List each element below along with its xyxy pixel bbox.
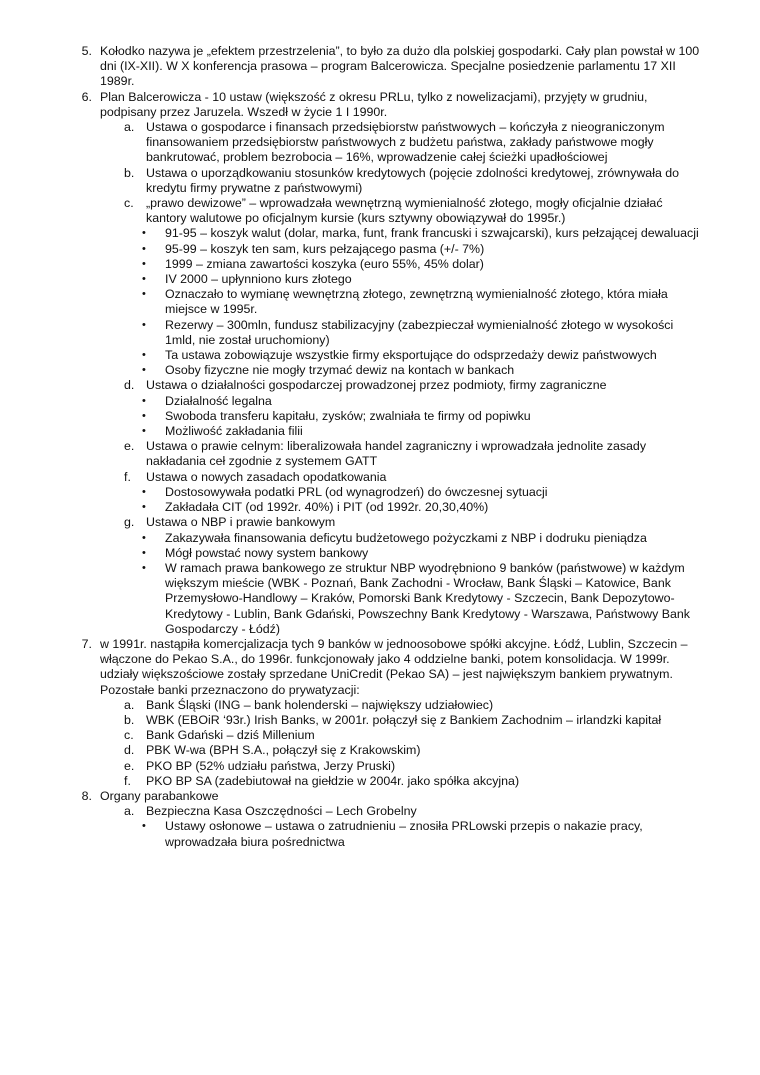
list-marker: e. [124, 758, 135, 773]
list-item-7f [124, 774, 700, 789]
list-marker: c. [124, 728, 134, 743]
list-marker: f. [124, 469, 131, 484]
list-item-8a [124, 804, 700, 819]
list-marker: d. [124, 743, 135, 758]
bullet-text: Dostosowywała podatki PRL (od wynagrodzeń) do ówczesnej sytuacji [165, 484, 548, 499]
list-item-text: Ustawa o NBP i prawie bankowym [146, 515, 336, 530]
bullet-text: 1999 – zmiana zawartości koszyka (euro 55%, 45% dolar) [165, 256, 484, 271]
bullet-marker: • [142, 364, 146, 377]
list-item-text: Bank Śląski (ING – bank holenderski – największy udziałowiec) [146, 697, 494, 712]
list-item-6 [81, 89, 700, 120]
list-item-6e [124, 439, 700, 469]
list-item-6d [124, 378, 700, 393]
bullet-marker: • [142, 318, 146, 331]
list-marker: d. [124, 378, 135, 393]
bullet-text: W ramach prawa bankowego ze struktur NBP wyodrębniono 9 banków (państwowe) w każdym większym mieście (WBK - Poznań, Bank Zachodni - Wrocław, Bank Śląski – Katowice, Bank Przemysłowo-Handlowy – Kraków, Pomorski Bank Kredytowy - Szczecin, Bank Depozytowo-Kredytowy - Lublin, Bank Gdański, Powszechny Bank Kredytowy - Warszawa, Państwowy Bank Gospodarczy - Łódź) [165, 560, 690, 636]
bullet-item [142, 257, 700, 272]
bullet-marker: • [142, 501, 146, 514]
bullet-text: IV 2000 – upłynniono kurs złotego [165, 272, 352, 287]
list-marker: g. [124, 515, 135, 530]
list-marker: f. [124, 773, 131, 788]
list-item-text: Ustawa o gospodarce i finansach przedsiębiorstw państwowych – kończyła z nieograniczonym finansowaniem przedsiębiorstw państwowych z budżetu państwa, zakłady państwowe mogły bankrutować, problem bezrobocia – 16%, wprowadzenie całej ścieżki upadłościowej [146, 120, 665, 165]
list-item-7b [124, 713, 700, 728]
bullet-marker: • [142, 531, 146, 544]
bullet-item [142, 348, 700, 363]
list-item-7a [124, 698, 700, 713]
bullet-marker: • [142, 242, 146, 255]
bullet-item [142, 561, 700, 637]
bullet-text: Mógł powstać nowy system bankowy [165, 545, 369, 560]
bullet-item [142, 409, 700, 424]
list-marker: b. [124, 165, 135, 180]
list-marker: a. [124, 697, 135, 712]
bullet-text: Zakładała CIT (od 1992r. 40%) i PIT (od 1992r. 20,30,40%) [165, 500, 489, 515]
bullet-item [142, 394, 700, 409]
list-item-text: Ustawa o działalności gospodarczej prowadzonej przez podmioty, firmy zagraniczne [146, 378, 607, 393]
bullet-item [142, 424, 700, 439]
bullet-item [142, 363, 700, 378]
list-marker: 5. [81, 44, 92, 58]
bullet-item [142, 485, 700, 500]
bullet-marker: • [142, 227, 146, 240]
list-item-7d [124, 743, 700, 758]
list-item-text: Organy parabankowe [100, 788, 219, 803]
bullet-text: Oznaczało to wymianę wewnętrzną złotego, zewnętrzną wymienialność złotego, która miała miejsce w 1995r. [165, 287, 668, 317]
list-item-6f [124, 470, 700, 485]
list-marker: c. [124, 196, 134, 211]
list-item-text: Plan Balcerowicza - 10 ustaw (większość z okresu PRLu, tylko z nowelizacjami), przyjęty w grudniu, podpisany przez Jaruzela. Wszedł w życie 1 I 1990r. [100, 89, 648, 119]
list-item-6a [124, 120, 700, 166]
list-marker: b. [124, 712, 135, 727]
bullet-text: Ta ustawa zobowiązuje wszystkie firmy eksportujące do odsprzedaży dewiz państwowych [165, 348, 657, 363]
list-marker: 8. [81, 788, 92, 803]
bullet-text: Swoboda transferu kapitału, zysków; zwalniała te firmy od popiwku [165, 408, 531, 423]
bullet-item [142, 546, 700, 561]
bullet-item [142, 819, 700, 849]
bullet-marker: • [142, 425, 146, 438]
bullet-marker: • [142, 349, 146, 362]
bullet-marker: • [142, 409, 146, 422]
list-item-text: PKO BP (52% udziału państwa, Jerzy Pruski) [146, 758, 396, 773]
bullet-text: Możliwość zakładania filii [165, 424, 303, 439]
list-item-text: w 1991r. nastąpiła komercjalizacja tych 9 banków w jednoosobowe spółki akcyjne. Łódź, Lublin, Szczecin – włączone do Pekao S.A., do 1996r. funkcjonowały jako 4 oddzielne banki, potem konsolidacja. W 1999r. udziały większościowe zostały sprzedane UniCredit (Pekao SA) – jest największym bankiem prywatnym. Pozostałe banki przeznaczono do prywatyzacji: [100, 636, 688, 697]
bullet-text: Rezerwy – 300mln, fundusz stabilizacyjny (zabezpieczał wymienialność złotego w wysokości 1mld, nie został uruchomiony) [165, 317, 674, 347]
bullet-item [142, 226, 700, 241]
list-item-text: Bezpieczna Kasa Oszczędności – Lech Grobelny [146, 804, 417, 819]
bullet-item [142, 318, 700, 348]
list-item-7 [81, 636, 700, 698]
bullet-marker: • [142, 485, 146, 498]
list-marker: 7. [81, 636, 92, 651]
list-marker: 6. [81, 89, 92, 104]
bullet-item [142, 500, 700, 515]
bullet-item [142, 531, 700, 546]
list-item-6g [124, 515, 700, 530]
list-item-text: Ustawa o nowych zasadach opodatkowania [146, 469, 387, 484]
list-marker: e. [124, 439, 135, 454]
list-item-6b [124, 166, 700, 196]
list-marker: a. [124, 804, 135, 819]
bullet-text: Ustawy osłonowe – ustawa o zatrudnieniu – znosiła PRLowski przepis o nakazie pracy, wprowadzała biura pośrednictwa [165, 819, 643, 849]
list-item-text: WBK (EBOiR ‘93r.) Irish Banks, w 2001r. połączył się z Bankiem Zachodnim – irlandzki kapitał [146, 712, 662, 727]
bullet-marker: • [142, 273, 146, 286]
list-item-text: PKO BP SA (zadebiutował na giełdzie w 2004r. jako spółka akcyjna) [146, 773, 520, 788]
list-item-text: Ustawa o uporządkowaniu stosunków kredytowych (pojęcie zdolności kredytowej, zrównywała do kredytu firmy prywatne z państwowymi) [146, 165, 680, 195]
bullet-item [142, 272, 700, 287]
list-item-8 [81, 788, 700, 804]
bullet-text: 91-95 – koszyk walut (dolar, marka, funt, frank francuski i szwajcarski), kurs pełzającej dewaluacji [165, 226, 699, 241]
bullet-marker: • [142, 288, 146, 301]
list-item-6c [124, 196, 700, 226]
bullet-text: Osoby fizyczne nie mogły trzymać dewiz na kontach w bankach [165, 363, 515, 378]
bullet-marker: • [142, 561, 146, 574]
bullet-text: Zakazywała finansowania deficytu budżetowego pożyczkami z NBP i dodruku pieniądza [165, 530, 647, 545]
document-body [81, 44, 700, 850]
list-item-text: Ustawa o prawie celnym: liberalizowała handel zagraniczny i wprowadzała jednolite zasady nakładania ceł zgodnie z systemem GATT [146, 439, 647, 469]
list-item-text: Bank Gdański – dziś Millenium [146, 728, 315, 743]
bullet-item [142, 287, 700, 317]
list-item-text: Kołodko nazywa je „efektem przestrzelenia”, to było za dużo dla polskiej gospodarki. Cały plan powstał w 100 dni (IX-XII). W X konferencja prasowa – program Balcerowicza. Specjalne posiedzenie parlamentu 17 XII 1989r. [100, 44, 700, 89]
list-item-5 [81, 44, 700, 90]
bullet-marker: • [142, 394, 146, 407]
bullet-text: Działalność legalna [165, 393, 272, 408]
bullet-marker: • [142, 820, 146, 833]
list-item-7e [124, 759, 700, 774]
list-item-text: PBK W-wa (BPH S.A., połączył się z Krakowskim) [146, 743, 421, 758]
bullet-marker: • [142, 257, 146, 270]
bullet-text: 95-99 – koszyk ten sam, kurs pełzającego pasma (+/- 7%) [165, 241, 485, 256]
bullet-item [142, 242, 700, 257]
bullet-marker: • [142, 546, 146, 559]
list-item-7c [124, 728, 700, 743]
list-marker: a. [124, 120, 135, 135]
list-item-text: „prawo dewizowe” – wprowadzała wewnętrzną wymienialność złotego, mogły oficjalnie działać kantory walutowe po oficjalnym kursie (kurs sztywny obowiązywał do 1995r.) [146, 196, 663, 226]
